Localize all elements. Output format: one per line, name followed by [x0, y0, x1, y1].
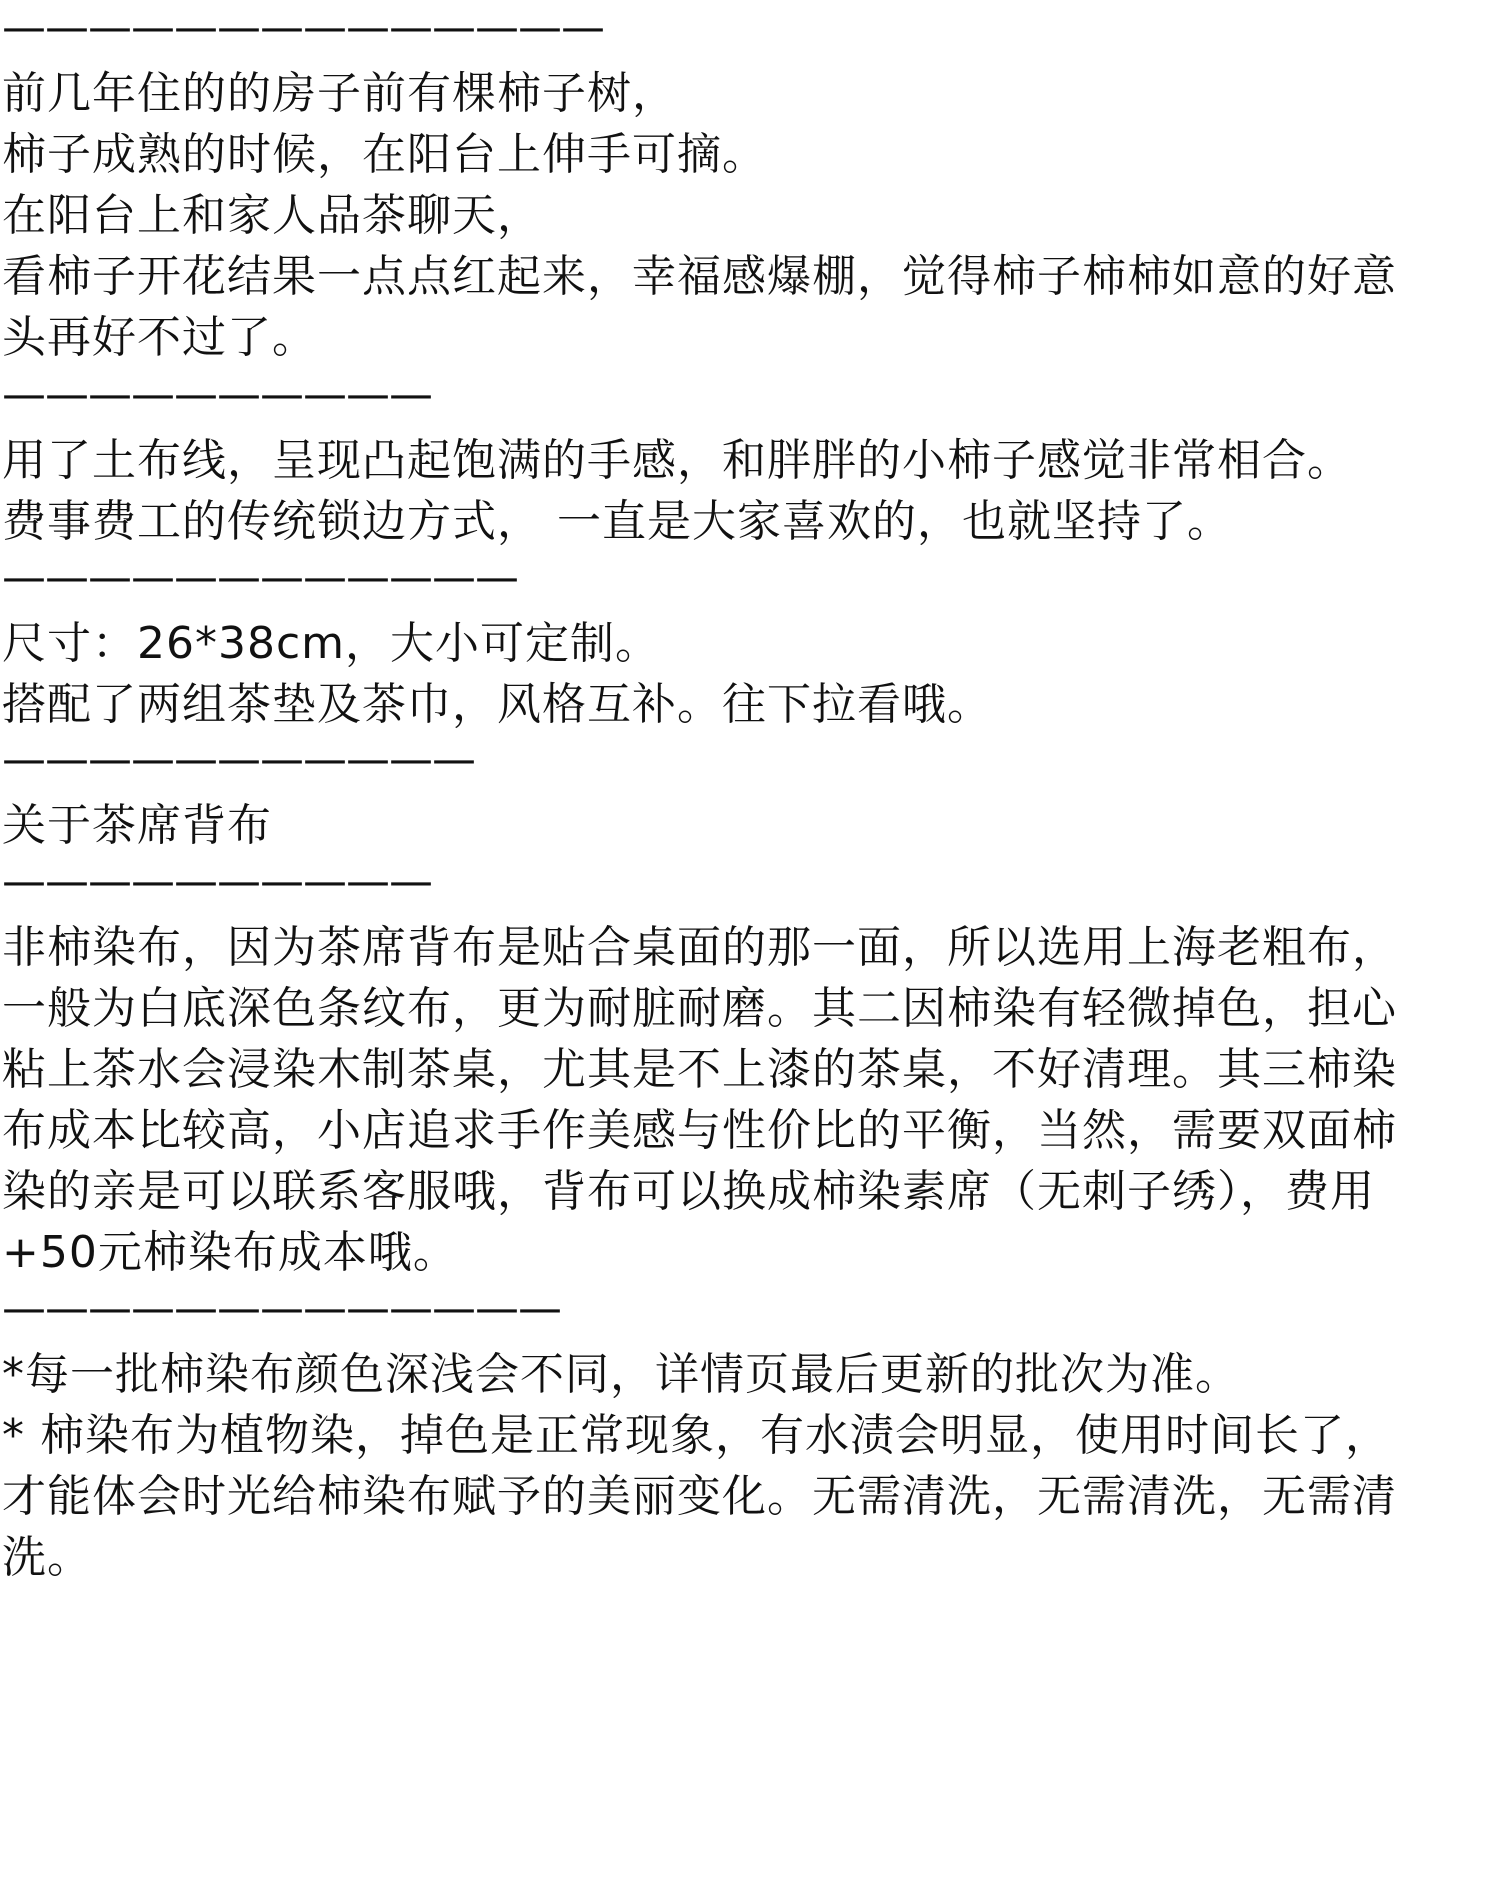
set-line: 搭配了两组茶垫及茶巾，风格互补。往下拉看哦。: [2, 679, 992, 730]
separator-line: ——————————: [2, 862, 432, 902]
separator-line: ——————————————: [2, 8, 604, 48]
note-line-1: *每一批柿染布颜色深浅会不同，详情页最后更新的批次为准。: [2, 1349, 1240, 1400]
intro-line-2: 柿子成熟的时候，在阳台上伸手可摘。: [2, 129, 767, 180]
section-heading: 关于茶席背布: [2, 800, 272, 851]
backing-line-1: 非柿染布，因为茶席背布是贴合桌面的那一面，所以选用上海老粗布，: [2, 922, 1397, 973]
backing-line-4: 布成本比较高，小店追求手作美感与性价比的平衡，当然，需要双面柿: [2, 1105, 1397, 1156]
separator-line: ————————————: [2, 558, 518, 598]
backing-line-3: 粘上茶水会浸染木制茶桌，尤其是不上漆的茶桌，不好清理。其三柿染: [2, 1044, 1397, 1095]
intro-line-5: 头再好不过了。: [2, 312, 317, 363]
intro-line-1: 前几年住的的房子前有棵柿子树，: [2, 68, 677, 119]
craft-line-1: 用了土布线，呈现凸起饱满的手感，和胖胖的小柿子感觉非常相合。: [2, 435, 1352, 486]
backing-line-6: +50元柿染布成本哦。: [2, 1227, 458, 1278]
note-line-2: * 柿染布为植物染，掉色是正常现象，有水渍会明显，使用时间长了，: [2, 1410, 1390, 1461]
craft-line-2: 费事费工的传统锁边方式， 一直是大家喜欢的，也就坚持了。: [2, 496, 1232, 547]
note-line-3: 才能体会时光给柿染布赋予的美丽变化。无需清洗，无需清洗，无需清: [2, 1471, 1397, 1522]
backing-line-2: 一般为白底深色条纹布，更为耐脏耐磨。其二因柿染有轻微掉色，担心: [2, 983, 1397, 1034]
separator-line: ——————————: [2, 375, 432, 415]
backing-line-5: 染的亲是可以联系客服哦，背布可以换成柿染素席（无刺子绣），费用: [2, 1166, 1375, 1217]
size-line: 尺寸：26*38cm，大小可定制。: [2, 618, 661, 669]
note-line-4: 洗。: [2, 1532, 92, 1583]
separator-line: ———————————: [2, 740, 475, 780]
intro-line-4: 看柿子开花结果一点点红起来，幸福感爆棚，觉得柿子柿柿如意的好意: [2, 251, 1397, 302]
separator-line: —————————————: [2, 1289, 561, 1329]
intro-line-3: 在阳台上和家人品茶聊天，: [2, 190, 542, 241]
